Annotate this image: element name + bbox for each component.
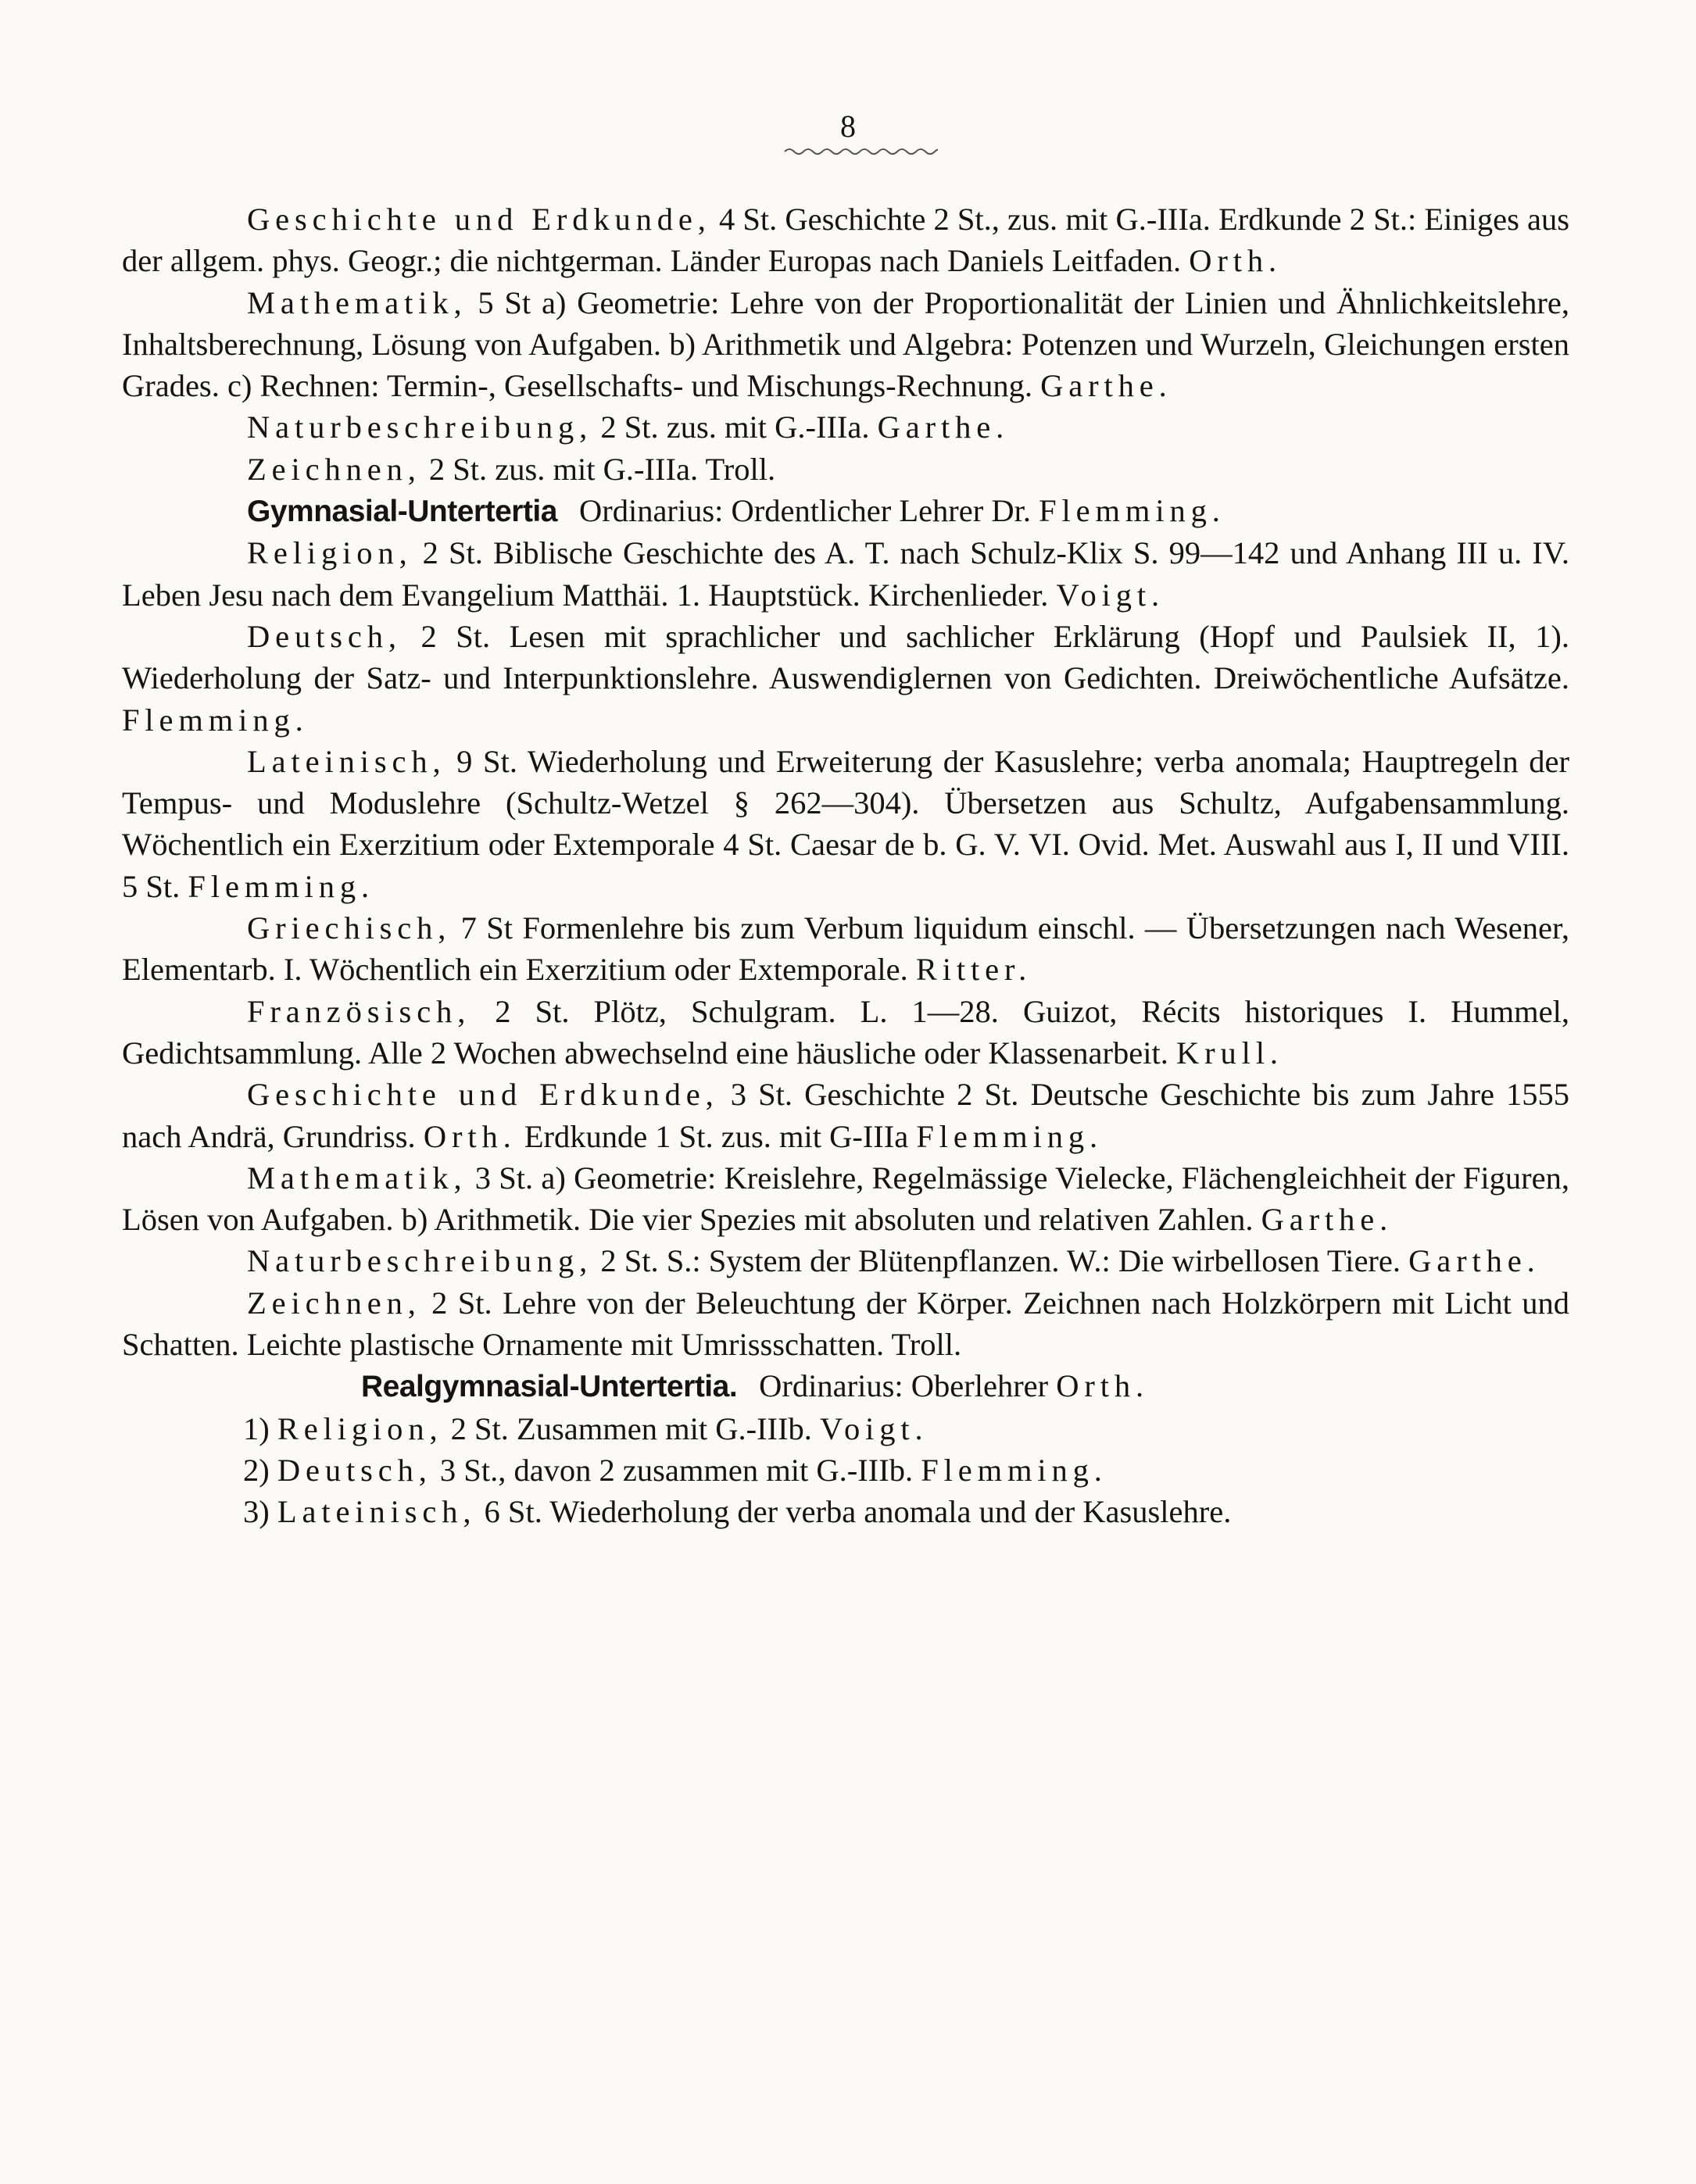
paragraph-zeichnen — [122, 449, 1569, 490]
teacher-name: Garthe. — [1408, 1243, 1540, 1279]
teacher-name: Flemming. — [921, 1452, 1107, 1488]
subject-text: 3 St., davon 2 zusammen mit G.-IIIb. — [431, 1452, 921, 1488]
subject-text: 2 St. S.: System der Blütenpflanzen. W.: Die wirbellosen Tiere. — [592, 1243, 1409, 1279]
subject-name: Religion, — [247, 535, 413, 571]
subject-name: Griechisch, — [247, 910, 452, 946]
subject-name: Geschichte und Erdkunde, — [247, 1077, 719, 1113]
paragraph-naturbeschreibung-2 — [122, 1240, 1569, 1281]
teacher-name: Garthe. — [877, 409, 1010, 445]
teacher-name: Ritter. — [915, 952, 1032, 988]
subject-text: 2 St. Plötz, Schulgram. L. 1—28. Guizot, Récits historiques I. Hummel, Gedichtsammlung. Alle 2 Wochen abwechselnd eine häusliche oder Klassenarbeit. — [122, 993, 1569, 1071]
paragraph-lateinisch — [122, 741, 1569, 907]
paragraph-mathematik — [122, 282, 1569, 407]
subject-text: 2 St. zus. mit G.-IIIa. — [592, 409, 878, 445]
paragraph-mathematik-2 — [122, 1157, 1569, 1241]
item-number: 1) — [243, 1410, 270, 1446]
item-number: 3) — [243, 1494, 270, 1530]
numbered-item-lateinisch — [122, 1491, 1569, 1532]
subject-name: Geschichte und Erdkunde, — [247, 202, 711, 237]
section-heading-gymnasial-untertertia — [122, 490, 1569, 532]
paragraph-zeichnen-2 — [122, 1282, 1569, 1366]
paragraph-franzoesisch — [122, 991, 1569, 1074]
subject-name: Naturbeschreibung, — [247, 1243, 593, 1279]
subject-name: Lateinisch, — [247, 743, 446, 779]
subject-name: Zeichnen, — [247, 1285, 421, 1321]
ordinarius-label: Ordinarius: Oberlehrer — [759, 1368, 1049, 1404]
subject-name: Lateinisch, — [277, 1494, 477, 1530]
ordinarius-name: Flemming. — [1039, 493, 1225, 529]
subject-text-2: Erdkunde 1 St. zus. mit G-IIIa — [516, 1118, 917, 1154]
paragraph-geschichte-erdkunde — [122, 198, 1569, 282]
section-title: Gymnasial-Untertertia — [247, 495, 557, 529]
subject-name: Zeichnen, — [247, 451, 421, 487]
section-heading-realgymnasial-untertertia — [122, 1365, 1569, 1407]
subject-text: 6 St. Wiederholung der verba anomala und der Kasuslehre. — [476, 1494, 1232, 1530]
paragraph-griechisch — [122, 907, 1569, 991]
subject-text: 2 St. zus. mit G.-IIIa. Troll. — [420, 451, 776, 487]
teacher-name: Garthe. — [1040, 368, 1172, 404]
ordinarius-name: Orth. — [1056, 1368, 1150, 1404]
teacher-name: Orth. — [423, 1118, 517, 1154]
paragraph-deutsch — [122, 616, 1569, 741]
subject-text: 2 St. Biblische Geschichte des A. T. nach Schulz-Klix S. 99—142 und Anhang III u. IV. Leben Jesu nach dem Evangelium Matthäi. 1. Hauptstück. Kirchenlieder. — [122, 535, 1569, 613]
teacher-name: Krull. — [1175, 1035, 1283, 1071]
item-number: 2) — [243, 1452, 270, 1488]
body-text — [122, 198, 1569, 1533]
subject-text: 3 St. a) Geometrie: Kreislehre, Regelmässige Vielecke, Flächengleichheit der Figuren, Lösen von Aufgaben. b) Arithmetik. Die vier Spezies mit absoluten und relativen Zahlen. — [122, 1160, 1569, 1238]
teacher-name: Flemming. — [122, 702, 309, 738]
paragraph-geschichte — [122, 1074, 1569, 1157]
subject-text: 7 St Formenlehre bis zum Verbum liquidum einschl. — Übersetzungen nach Wesener, Elementarb. I. Wöchentlich ein Exerzitium oder Extemporale. — [122, 910, 1569, 988]
subject-name: Religion, — [277, 1410, 443, 1446]
numbered-item-religion — [122, 1408, 1569, 1449]
teacher-name: Voigt. — [820, 1410, 929, 1446]
subject-text: 5 St a) Geometrie: Lehre von der Proportionalität der Linien und Ähnlichkeitslehre, Inhaltsberechnung, Lösung von Aufgaben. b) Arithmetik und Algebra: Potenzen und Wurzeln, Gleichungen ersten Grades. c) Rechnen: Termin-, Gesellschafts- und Mischungs-Rechnung. — [122, 284, 1569, 404]
ordinarius-label: Ordinarius: Ordentlicher Lehrer Dr. — [578, 493, 1032, 529]
subject-name: Mathematik, — [247, 284, 467, 320]
wavy-ornament-icon — [782, 145, 938, 156]
teacher-name: Orth. — [1189, 243, 1283, 279]
subject-name: Naturbeschreibung, — [247, 409, 593, 445]
teacher-name: Garthe. — [1261, 1202, 1394, 1238]
teacher-name-2: Flemming. — [916, 1118, 1103, 1154]
subject-text: 9 St. Wiederholung und Erweiterung der Kasuslehre; verba anomala; Hauptregeln der Tempus- und Moduslehre (Schultz-Wetzel § 262—304). Übersetzen aus Schultz, Aufgabensammlung. Wöchentlich ein Exerzitium oder Extemporale 4 St. Caesar de b. G. V. VI. Ovid. Met. Auswahl aus I, II und VIII. 5 St. — [122, 743, 1569, 904]
numbered-item-deutsch — [122, 1449, 1569, 1491]
teacher-name: Flemming. — [188, 868, 375, 904]
subject-text: 3 St. Geschichte 2 St. Deutsche Geschichte bis zum Jahre 1555 nach Andrä, Grundriss. — [122, 1077, 1570, 1154]
subject-name: Deutsch, — [247, 618, 402, 654]
section-title: Realgymnasial-Untertertia. — [361, 1370, 738, 1404]
teacher-name: Voigt. — [1056, 577, 1165, 613]
subject-text: 2 St. Lehre von der Beleuchtung der Körper. Zeichnen nach Holzkörpern mit Licht und Schatten. Leichte plastische Ornamente mit Umrissschatten. Troll. — [122, 1285, 1569, 1363]
subject-name: Französisch, — [247, 993, 471, 1029]
subject-text: 4 St. Geschichte 2 St., zus. mit G.-IIIa. Erdkunde 2 St.: Einiges aus der allgem. phys. Geogr.; die nichtgerman. Länder Europas nach Daniels Leitfaden. — [122, 202, 1569, 279]
paragraph-naturbeschreibung — [122, 406, 1569, 448]
subject-name: Mathematik, — [247, 1160, 467, 1196]
subject-text: 2 St. Lesen mit sprachlicher und sachlicher Erklärung (Hopf und Paulsiek II, 1). Wiederholung der Satz- und Interpunktionslehre. Auswendiglernen von Gedichten. Dreiwöchentliche Aufsätze. — [122, 618, 1569, 696]
page-number: 8 — [840, 109, 856, 144]
paragraph-religion — [122, 532, 1569, 616]
subject-text: 2 St. Zusammen mit G.-IIIb. — [442, 1410, 821, 1446]
subject-name: Deutsch, — [277, 1452, 432, 1488]
